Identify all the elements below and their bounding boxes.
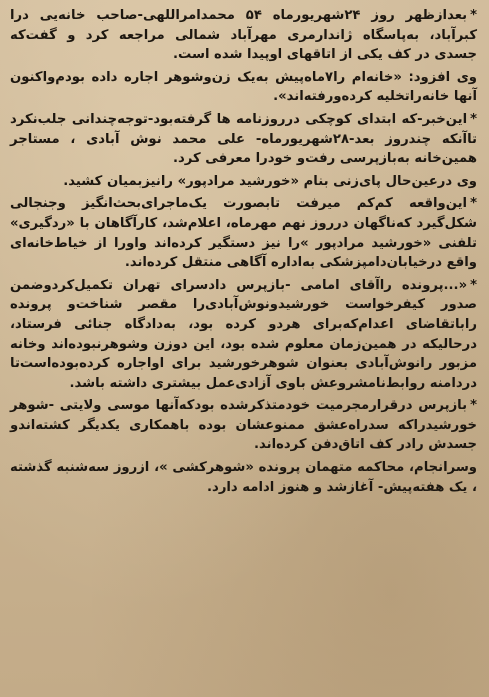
paragraph-bullet-5: *: [470, 196, 477, 212]
paragraph-bullet-3: *: [470, 111, 477, 127]
article-paragraph-6: [10, 276, 477, 394]
article-paragraph-2: [10, 68, 477, 107]
article-column: [10, 6, 477, 692]
article-paragraph-3: [10, 110, 477, 169]
article-paragraph-4: [10, 172, 477, 192]
paragraph-text-7: بازپرس درقرارمجرمیت خودمتذکرشده بود‌که‌آنها موسی ولایتی -شوهر خورشید‌را‌که سدراه‌عشق ممنوعشان بوده باهمکاری یکدیگر کشته‌اندو جسدش رادر کف اتاق‌دفن کرده‌اند.: [10, 398, 477, 453]
article-paragraph-7: [10, 396, 477, 455]
article-paragraph-8: [10, 458, 477, 497]
article-paragraph-5: [10, 194, 477, 272]
paragraph-text-4: وی درعین‌حال پای‌زنی بنام «خورشید مرادپور» رانیزبمیان کشید.: [63, 173, 477, 189]
paragraph-text-6: «...پرونده را‌آقای امامی -بازپرس دادسرای تهران تکمیل‌کردوضمن صدور کیفرخواست خورشیدونوش‌آبادی‌را مقصر شناخت‌و پرونده رابا‌تقاضای اعدام‌که‌برای هردو کرده بود، به‌دادگاه جنائی فرستاد، درحالیکه در همین‌زمان معلوم شده بود، این دوزن وشوهر‌نبوده‌اند وخانه مزبور رانوش‌آبادی بعنوان شوهرخورشید برای اواجاره کرده‌بوده‌است‌تا دردامنه روابط‌نامشروعش باوی آزادی‌عمل بیشتری داشته باشد.: [10, 277, 477, 391]
paragraph-text-8: وسرانجام، محاکمه متهمان پرونده «شوهرکشی »، ازروز سه‌شنبه گذشته ، یک هفته‌پیش- آغازشد و هنوز ادامه دارد.: [10, 460, 477, 495]
paragraph-bullet-6: *: [470, 277, 477, 293]
paragraph-text-5: این‌واقعه کم‌کم میرفت تابصورت یک‌ماجرای‌بحث‌انگیز وجنجالی شکل‌گیرد که‌ناگهان درروز نهم مهرماه، اعلام‌شد، کارآگاهان با «ردگیری» تلفنی «خورشید مرادپور »را نیز دستگیر کرده‌اند واورا از خیاط‌خانه‌ای واقع درخیابان‌دامپزشکی به‌اداره آگاهی منتقل کرده‌اند.: [10, 196, 477, 271]
paragraph-text-3: این‌خبر-که ابتدای کوچکی درروزنامه ها گرفته‌بود-توجه‌چندانی جلب‌نکرد تاآنکه چندروز بعد-۲۸شهریورماه- علی محمد نوش آبادی ، مستاجر همین‌خانه به‌بازپرسی رفت‌و خودرا معرفی کرد.: [10, 111, 477, 167]
paragraph-bullet-1: *: [470, 8, 477, 23]
paragraph-text-2: وی افزود: «خانه‌ام را۷ماه‌پیش به‌یک زن‌وشوهر اجاره داده بودم‌واکنون آنها خانه‌راتخلیه کرده‌ورفته‌اند».: [10, 69, 477, 105]
paragraph-bullet-7: *: [470, 398, 477, 414]
paragraph-text-1: بعدازظهر روز ۲۴شهریورماه ۵۴ محمدامراللهی-صاحب خانه‌یی درا کبرآباد، به‌پاسگاه ژاندارمری مهرآباد شمالی مراجعه کرد و گفت‌که جسدی در کف یکی از اتاقهای اوپیدا شده است.: [10, 8, 477, 63]
article-paragraph-1: [10, 6, 477, 65]
